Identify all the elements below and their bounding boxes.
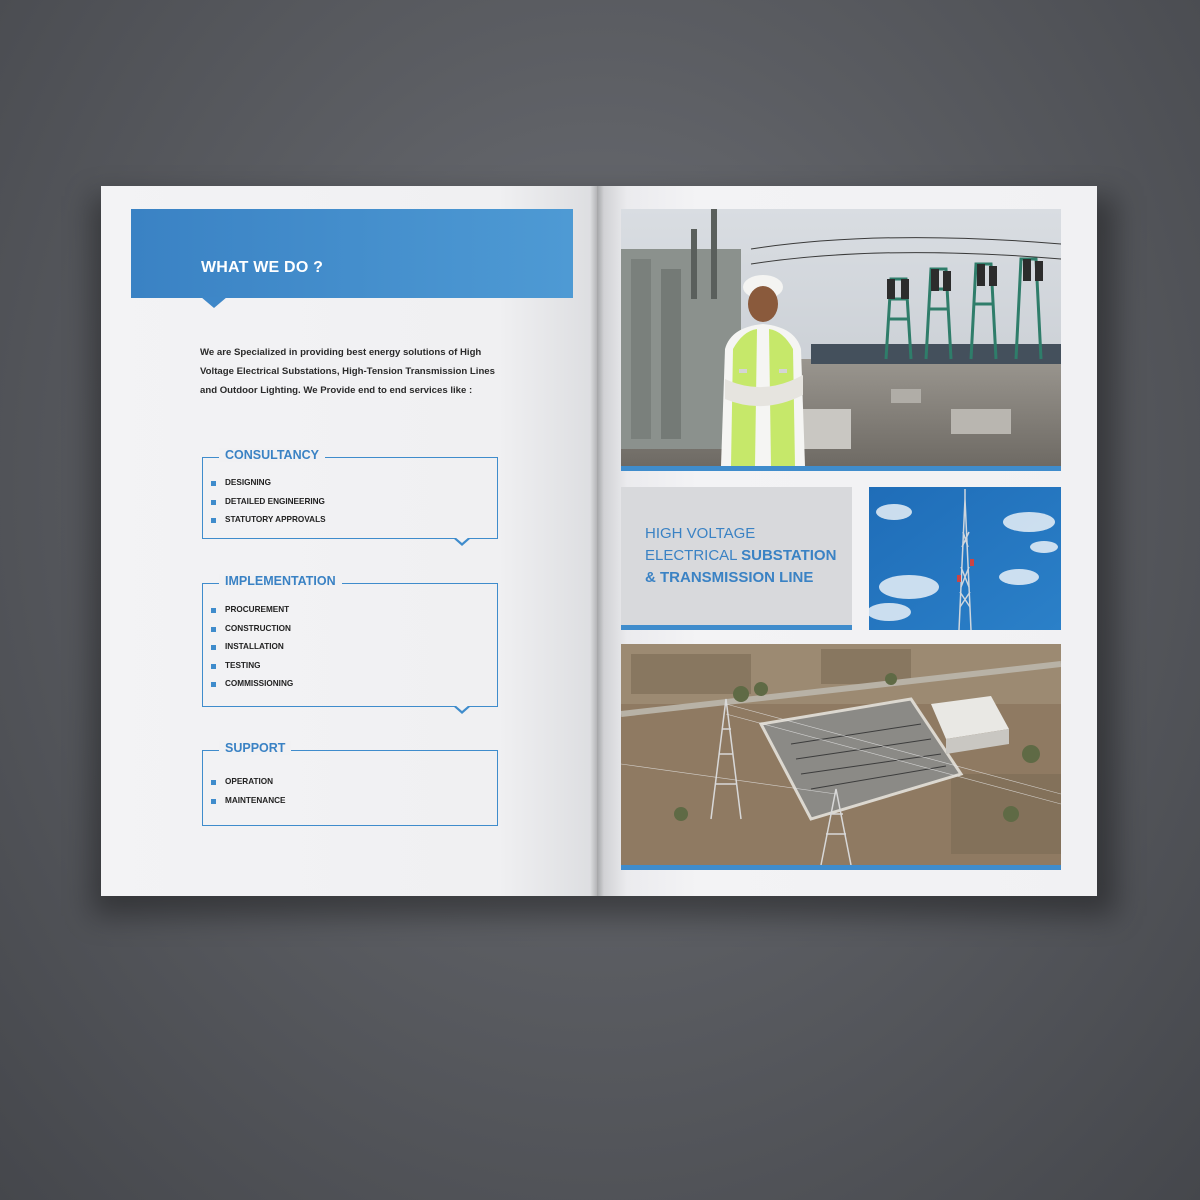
service-box-implementation (202, 574, 498, 707)
bullet-square-icon (211, 481, 216, 486)
bullet-square-icon (211, 799, 216, 804)
list-item: DETAILED ENGINEERING (211, 493, 326, 512)
service-title: IMPLEMENTATION (219, 574, 342, 588)
heading-banner (131, 209, 573, 298)
banner-notch (201, 297, 227, 308)
tagline-box (621, 487, 852, 625)
list-item: COMMISSIONING (211, 675, 293, 694)
brochure-spine (590, 186, 604, 896)
service-list (211, 773, 286, 810)
tagline-underline (621, 625, 852, 630)
list-item: PROCUREMENT (211, 601, 293, 620)
intro-paragraph: We are Specialized in providing best energy solutions of High Voltage Electrical Substations, High-Tension Transmission Lines and Outdoor Lighting. We Provide end to end services like : (200, 347, 495, 396)
list-item: CONSTRUCTION (211, 620, 293, 639)
bullet-square-icon (211, 664, 216, 669)
page-heading: WHAT WE DO ? (201, 259, 324, 276)
list-item: TESTING (211, 657, 293, 676)
tagline-text: HIGH VOLTAGE ELECTRICAL SUBSTATION & TRANSMISSION LINE (645, 525, 837, 586)
brochure-right-page (597, 186, 1097, 896)
list-item: DESIGNING (211, 474, 326, 493)
service-list (211, 601, 293, 694)
box-notch (453, 706, 471, 714)
service-title: CONSULTANCY (219, 448, 325, 462)
bullet-square-icon (211, 682, 216, 687)
bullet-square-icon (211, 780, 216, 785)
transmission-tower-sky-photo (869, 487, 1061, 630)
service-box-support (202, 741, 498, 826)
bullet-square-icon (211, 500, 216, 505)
bullet-square-icon (211, 518, 216, 523)
engineer-at-substation-photo (621, 209, 1061, 466)
list-item: MAINTENANCE (211, 792, 286, 811)
service-list (211, 474, 326, 530)
bullet-square-icon (211, 627, 216, 632)
service-box-consultancy (202, 448, 498, 539)
bullet-square-icon (211, 608, 216, 613)
photo-underline (621, 865, 1061, 870)
brochure-left-page (101, 186, 597, 896)
photo-underline (621, 466, 1061, 471)
list-item: INSTALLATION (211, 638, 293, 657)
box-notch (453, 538, 471, 546)
service-title: SUPPORT (219, 741, 291, 755)
aerial-substation-photo (621, 644, 1061, 865)
list-item: OPERATION (211, 773, 286, 792)
list-item: STATUTORY APPROVALS (211, 511, 326, 530)
bullet-square-icon (211, 645, 216, 650)
